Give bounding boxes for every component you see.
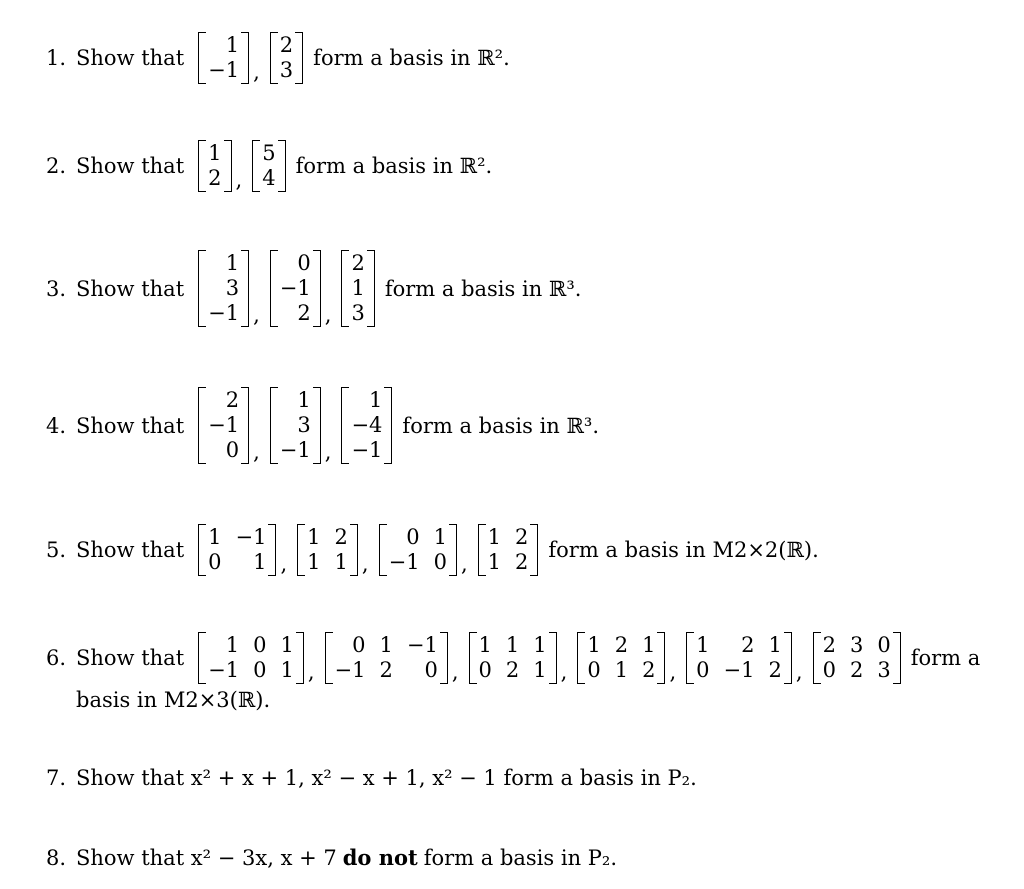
matrix xyxy=(270,387,321,464)
matrix-entry: 1 xyxy=(253,550,267,574)
problem-number: 8. xyxy=(46,845,67,870)
matrix-entry: 1 xyxy=(208,525,222,549)
comma-separator: , xyxy=(451,660,459,684)
matrix xyxy=(198,140,231,192)
problem-statement: form a basis in M2×2(ℝ). xyxy=(548,538,819,562)
matrix-entry: 2 xyxy=(515,550,529,574)
matrix-entries xyxy=(278,250,313,327)
problem-statement: form a basis in ℝ². xyxy=(295,154,493,178)
matrix-entries xyxy=(486,524,531,576)
matrix-entry: 3 xyxy=(279,58,294,82)
matrix-entry: 0 xyxy=(352,633,366,657)
left-bracket xyxy=(198,632,206,684)
matrix-entry: 1 xyxy=(533,658,547,682)
right-bracket xyxy=(313,250,321,327)
matrix-entry: 1 xyxy=(225,33,240,57)
matrix-entries xyxy=(206,524,268,576)
matrix xyxy=(469,632,557,684)
comma-separator: , xyxy=(795,660,803,684)
matrix-entry: 0 xyxy=(877,633,891,657)
matrix-entries xyxy=(206,32,241,84)
matrix-entry: 0 xyxy=(433,550,447,574)
matrix xyxy=(270,32,303,84)
matrix-entry: 2 xyxy=(379,658,393,682)
matrix-entry: 2 xyxy=(741,633,755,657)
matrix-entry: 3 xyxy=(351,301,365,325)
matrix-entry: 2 xyxy=(225,388,240,412)
right-bracket xyxy=(440,632,448,684)
matrix-entry: 1 xyxy=(505,633,520,657)
right-bracket xyxy=(784,632,792,684)
matrix-entry: −1 xyxy=(235,525,267,549)
matrix-entry: −1 xyxy=(279,276,311,300)
vector-list xyxy=(198,140,285,192)
right-bracket xyxy=(224,140,232,192)
problem-text: Show that xyxy=(76,46,185,70)
matrix-entry: 0 xyxy=(822,658,836,682)
left-bracket xyxy=(270,250,278,327)
matrix-entries xyxy=(349,250,366,327)
problem-text: Show that xyxy=(76,276,185,301)
vector-list xyxy=(198,250,375,327)
matrix-entry: 1 xyxy=(297,388,311,412)
matrix-entries xyxy=(260,140,277,192)
problem-text: Show that xyxy=(76,154,185,178)
matrix-entries xyxy=(333,632,440,684)
matrix-entry: 2 xyxy=(351,251,365,275)
matrix-entry: 0 xyxy=(406,525,420,549)
matrix-entry: 2 xyxy=(822,633,836,657)
matrix-entry: 1 xyxy=(208,141,222,165)
problem-2 xyxy=(46,140,492,192)
matrix-entry: 0 xyxy=(424,658,438,682)
matrix xyxy=(341,250,374,327)
matrix-entry: 2 xyxy=(849,658,864,682)
matrix-entry: 0 xyxy=(478,658,492,682)
matrix-entry: 0 xyxy=(297,251,311,275)
matrix-entries xyxy=(278,387,313,464)
problem-statement: form a basis in ℝ³. xyxy=(384,276,582,301)
problem-number: 1. xyxy=(46,46,67,70)
matrix-entry: 0 xyxy=(253,658,267,682)
matrix-entries xyxy=(206,632,296,684)
comma-separator: , xyxy=(253,440,260,464)
matrix-entry: −1 xyxy=(351,438,383,462)
matrix xyxy=(478,524,539,576)
right-bracket xyxy=(241,250,249,327)
matrix-entry: 1 xyxy=(696,633,710,657)
right-bracket xyxy=(241,32,249,84)
matrix-entry: 4 xyxy=(262,166,276,190)
comma-separator: , xyxy=(253,60,260,84)
problem-number: 4. xyxy=(46,413,67,438)
matrix xyxy=(198,32,249,84)
matrix xyxy=(270,250,321,327)
matrix-entries xyxy=(278,32,295,84)
matrix-entry: 1 xyxy=(533,633,547,657)
problem-7 xyxy=(46,766,697,790)
problem-number: 2. xyxy=(46,154,67,178)
right-bracket xyxy=(241,387,249,464)
matrix-entries xyxy=(477,632,549,684)
right-bracket xyxy=(268,524,276,576)
left-bracket xyxy=(297,524,305,576)
problem-4 xyxy=(46,387,599,464)
right-bracket xyxy=(549,632,557,684)
matrix-entry: 3 xyxy=(225,276,240,300)
problem-statement: form a xyxy=(910,646,981,670)
matrix-entry: 1 xyxy=(768,633,782,657)
left-bracket xyxy=(198,524,206,576)
left-bracket xyxy=(577,632,585,684)
problem-1 xyxy=(46,32,510,84)
matrix xyxy=(198,524,276,576)
problem-6-continuation: basis in M2×3(ℝ). xyxy=(76,688,271,712)
matrix-entry: −1 xyxy=(723,658,755,682)
matrix xyxy=(198,632,304,684)
matrix-entry: 1 xyxy=(307,525,321,549)
matrix-entry: 2 xyxy=(279,33,294,57)
left-bracket xyxy=(478,524,486,576)
right-bracket xyxy=(384,387,392,464)
problem-number: 5. xyxy=(46,538,67,562)
matrix-entry: 1 xyxy=(379,633,393,657)
comma-separator: , xyxy=(669,660,677,684)
matrix-entry: 2 xyxy=(768,658,782,682)
left-bracket xyxy=(325,632,333,684)
comma-separator: , xyxy=(280,552,288,576)
matrix xyxy=(198,250,249,327)
matrix-entry: −1 xyxy=(208,413,240,437)
matrix-entry: 2 xyxy=(334,525,348,549)
comma-separator: , xyxy=(361,552,369,576)
left-bracket xyxy=(469,632,477,684)
matrix-entries xyxy=(387,524,449,576)
matrix-entry: 1 xyxy=(642,633,656,657)
matrix-entries xyxy=(206,250,241,327)
matrix-entry: 0 xyxy=(253,633,267,657)
matrix-entry: 2 xyxy=(515,525,529,549)
left-bracket xyxy=(198,387,206,464)
matrix-entries xyxy=(585,632,657,684)
matrix-entry: 1 xyxy=(369,388,383,412)
matrix-entries xyxy=(821,632,893,684)
matrix-entry: 3 xyxy=(297,413,311,437)
matrix-entries xyxy=(694,632,784,684)
left-bracket xyxy=(341,387,349,464)
left-bracket xyxy=(379,524,387,576)
problem-3 xyxy=(46,250,581,327)
right-bracket xyxy=(350,524,358,576)
matrix-entry: 3 xyxy=(849,633,864,657)
matrix-entry: 0 xyxy=(587,658,601,682)
matrix-entry: 1 xyxy=(478,633,492,657)
left-bracket xyxy=(341,250,349,327)
problem-statement: form a basis in ℝ². xyxy=(313,46,510,70)
left-bracket xyxy=(270,387,278,464)
matrix-entry: 0 xyxy=(208,550,222,574)
problem-8 xyxy=(46,845,617,870)
problem-text: Show that xyxy=(76,413,185,438)
matrix-entry: 5 xyxy=(262,141,276,165)
matrix-entry: 2 xyxy=(505,658,520,682)
matrix xyxy=(813,632,901,684)
matrix-entry: 1 xyxy=(433,525,447,549)
right-bracket xyxy=(313,387,321,464)
matrix-entry: 3 xyxy=(877,658,891,682)
comma-separator: , xyxy=(235,168,243,192)
matrix-entries xyxy=(206,140,223,192)
matrix-entry: 1 xyxy=(307,550,321,574)
matrix-entry: 2 xyxy=(642,658,656,682)
right-bracket xyxy=(296,632,304,684)
comma-separator: , xyxy=(253,303,260,327)
vector-list xyxy=(198,32,303,84)
right-bracket xyxy=(295,32,303,84)
matrix-list xyxy=(198,632,901,684)
matrix-entry: 1 xyxy=(280,658,294,682)
right-bracket xyxy=(530,524,538,576)
problem-number: 7. xyxy=(46,766,67,790)
matrix-entry: −1 xyxy=(208,301,240,325)
matrix-entry: −1 xyxy=(208,58,240,82)
matrix-entries xyxy=(349,387,384,464)
problem-5 xyxy=(46,524,819,576)
matrix-entry: −4 xyxy=(351,413,383,437)
matrix-entry: −1 xyxy=(208,658,240,682)
right-bracket xyxy=(449,524,457,576)
matrix-entry: 0 xyxy=(225,438,240,462)
left-bracket xyxy=(270,32,278,84)
comma-separator: , xyxy=(560,660,568,684)
problem-statement: form a basis in ℝ³. xyxy=(402,413,600,438)
matrix-entry: 1 xyxy=(487,550,502,574)
left-bracket xyxy=(813,632,821,684)
matrix xyxy=(379,524,457,576)
left-bracket xyxy=(198,32,206,84)
matrix-entry: 1 xyxy=(487,525,502,549)
matrix xyxy=(341,387,392,464)
matrix xyxy=(252,140,285,192)
matrix-entry: 2 xyxy=(297,301,311,325)
matrix-entry: 1 xyxy=(225,633,240,657)
matrix xyxy=(297,524,358,576)
matrix xyxy=(325,632,448,684)
left-bracket xyxy=(198,250,206,327)
matrix-entry: −1 xyxy=(388,550,420,574)
matrix xyxy=(198,387,249,464)
matrix-entry: 1 xyxy=(351,276,365,300)
problem-statement: form a basis in P₂. xyxy=(423,845,617,870)
matrix-entries xyxy=(206,387,241,464)
matrix-entry: −1 xyxy=(279,438,311,462)
left-bracket xyxy=(252,140,260,192)
problem-text: Show that x² + x + 1, x² − x + 1, x² − 1 form a basis in P₂. xyxy=(76,766,697,790)
comma-separator: , xyxy=(460,552,468,576)
right-bracket xyxy=(367,250,375,327)
matrix-entry: 1 xyxy=(587,633,601,657)
matrix xyxy=(577,632,665,684)
right-bracket xyxy=(278,140,286,192)
problem-6 xyxy=(46,632,980,684)
problem-text: Show that xyxy=(76,646,185,670)
problem-text: Show that x² − 3x, x + 7 xyxy=(76,845,337,870)
matrix-entry: 2 xyxy=(208,166,222,190)
matrix-entries xyxy=(305,524,350,576)
right-bracket xyxy=(893,632,901,684)
matrix-entry: 2 xyxy=(614,633,629,657)
matrix-entry: 0 xyxy=(696,658,710,682)
problem-text: Show that xyxy=(76,538,185,562)
comma-separator: , xyxy=(324,303,332,327)
left-bracket xyxy=(686,632,694,684)
left-bracket xyxy=(198,140,206,192)
problem-number: 6. xyxy=(46,646,67,670)
comma-separator: , xyxy=(307,660,315,684)
matrix-entry: 1 xyxy=(225,251,240,275)
comma-separator: , xyxy=(324,440,332,464)
problem-number: 3. xyxy=(46,276,67,301)
matrix-entry: 1 xyxy=(280,633,294,657)
emphasis-do-not: do not xyxy=(342,845,418,870)
matrix xyxy=(686,632,792,684)
right-bracket xyxy=(657,632,665,684)
matrix-entry: 1 xyxy=(334,550,348,574)
vector-list xyxy=(198,387,392,464)
matrix-entry: −1 xyxy=(334,658,366,682)
matrix-entry: −1 xyxy=(406,633,438,657)
matrix-entry: 1 xyxy=(614,658,629,682)
matrix-list xyxy=(198,524,538,576)
